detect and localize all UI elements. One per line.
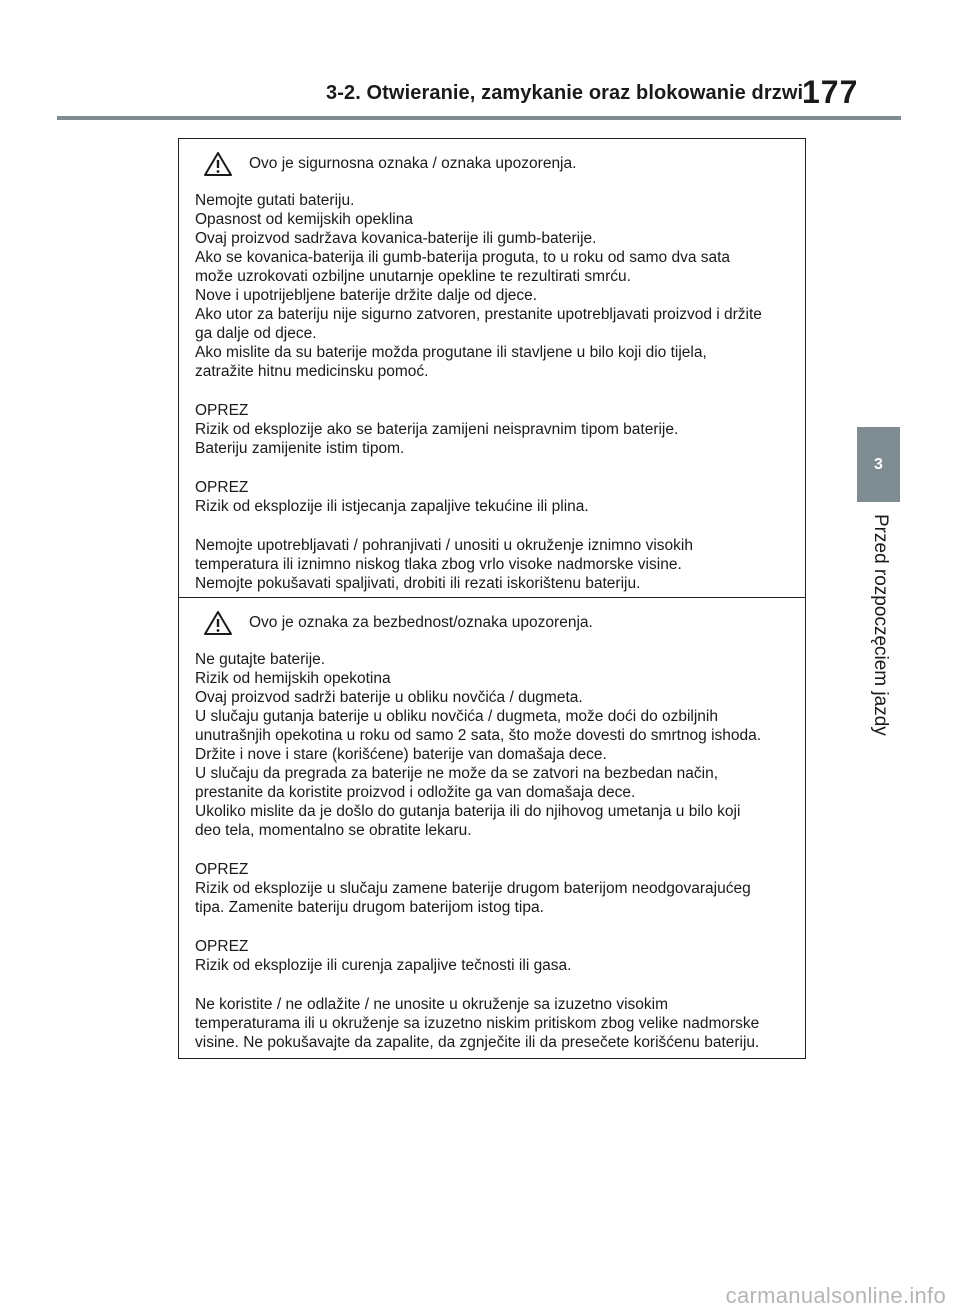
text-line: tipa. Zamenite bateriju drugom baterijom istog tipa. — [195, 899, 544, 916]
text-line: visine. Ne pokušavajte da zapalite, da zgnječite ili da presečete korišćenu bateriju. — [195, 1034, 760, 1051]
text-line: Ne gutajte baterije. — [195, 651, 326, 668]
text-line: Ukoliko mislite da je došlo do gutanja baterija ili do njihovog umetanja u bilo koji — [195, 803, 741, 820]
section-title: 3-2. Otwieranie, zamykanie oraz blokowanie drzwi — [326, 82, 804, 104]
text-line: ga dalje od djece. — [195, 325, 317, 342]
page-number: 177 — [802, 74, 859, 110]
warning-text: Ovo je oznaka za bezbednost/oznaka upozorenja. — [249, 614, 593, 631]
text-paragraph — [195, 995, 793, 1052]
warning-triangle-icon — [203, 151, 233, 177]
text-line: Nemojte upotrebljavati / pohranjivati / unositi u okruženje iznimno visokih — [195, 537, 693, 554]
warning-header — [195, 149, 793, 179]
header-rule — [57, 116, 901, 120]
text-line: Ako mislite da su baterije možda progutane ili stavljene u bilo koji dio tijela, — [195, 344, 707, 361]
watermark: carmanualsonline.info — [725, 1283, 946, 1308]
warning-box-serbian — [178, 597, 806, 1059]
warning-triangle-icon — [203, 610, 233, 636]
text-line: može uzrokovati ozbiljne unutarnje opekline te rezultirati smrću. — [195, 268, 631, 285]
warning-text: Ovo je sigurnosna oznaka / oznaka upozorenja. — [249, 155, 577, 172]
text-paragraph — [195, 478, 793, 516]
text-line: Bateriju zamijenite istim tipom. — [195, 440, 405, 457]
text-line: Rizik od eksplozije ili curenja zapaljive tečnosti ili gasa. — [195, 957, 572, 974]
text-line: U slučaju gutanja baterije u obliku novčića / dugmeta, može doći do ozbiljnih — [195, 708, 718, 725]
chapter-tab[interactable] — [857, 427, 900, 502]
text-line: OPREZ — [195, 479, 249, 496]
text-line: Rizik od eksplozije u slučaju zamene baterije drugom baterijom neodgovarajućeg — [195, 880, 751, 897]
text-paragraph — [195, 536, 793, 593]
text-paragraph — [195, 860, 793, 917]
text-line: Držite i nove i stare (korišćene) baterije van domašaja dece. — [195, 746, 607, 763]
chapter-number: 3 — [874, 455, 883, 473]
text-line: temperatura ili iznimno niskog tlaka zbog vrlo visoke nadmorske visine. — [195, 556, 682, 573]
text-line: temperaturama ili u okruženje sa izuzetno niskim pritiskom zbog velike nadmorske — [195, 1015, 760, 1032]
text-line: deo tela, momentalno se obratite lekaru. — [195, 822, 472, 839]
text-paragraph — [195, 191, 793, 381]
warning-header — [195, 608, 793, 638]
text-line: Ako utor za bateriju nije sigurno zatvoren, prestanite upotrebljavati proizvod i držite — [195, 306, 762, 323]
text-line: Nove i upotrijebljene baterije držite dalje od djece. — [195, 287, 538, 304]
text-line: prestanite da koristite proizvod i odložite ga van domašaja dece. — [195, 784, 636, 801]
text-line: Opasnost od kemijskih opeklina — [195, 211, 413, 228]
text-line: OPREZ — [195, 938, 249, 955]
text-line: OPREZ — [195, 402, 249, 419]
text-paragraph — [195, 937, 793, 975]
text-line: U slučaju da pregrada za baterije ne može da se zatvori na bezbedan način, — [195, 765, 719, 782]
warning-box-croatian — [178, 138, 806, 598]
text-line: unutrašnjih opekotina u roku od samo 2 sata, što može dovesti do smrtnog ishoda. — [195, 727, 762, 744]
text-line: Rizik od hemijskih opekotina — [195, 670, 391, 687]
text-paragraph — [195, 650, 793, 840]
text-line: Ovaj proizvod sadržava kovanica-baterije ili gumb-baterije. — [195, 230, 597, 247]
text-line: Rizik od eksplozije ili istjecanja zapaljive tekućine ili plina. — [195, 498, 589, 515]
text-line: OPREZ — [195, 861, 249, 878]
text-line: Rizik od eksplozije ako se baterija zamijeni neispravnim tipom baterije. — [195, 421, 679, 438]
text-line: Ne koristite / ne odlažite / ne unosite u okruženje sa izuzetno visokim — [195, 996, 668, 1013]
text-line: Ovaj proizvod sadrži baterije u obliku novčića / dugmeta. — [195, 689, 583, 706]
chapter-label: Przed rozpoczęciem jazdy — [870, 514, 891, 736]
text-paragraph — [195, 401, 793, 458]
text-line: Nemojte gutati bateriju. — [195, 192, 355, 209]
text-line: Nemojte pokušavati spaljivati, drobiti ili rezati iskorištenu bateriju. — [195, 575, 641, 592]
text-line: zatražite hitnu medicinsku pomoć. — [195, 363, 429, 380]
text-line: Ako se kovanica-baterija ili gumb-baterija proguta, to u roku od samo dva sata — [195, 249, 731, 266]
